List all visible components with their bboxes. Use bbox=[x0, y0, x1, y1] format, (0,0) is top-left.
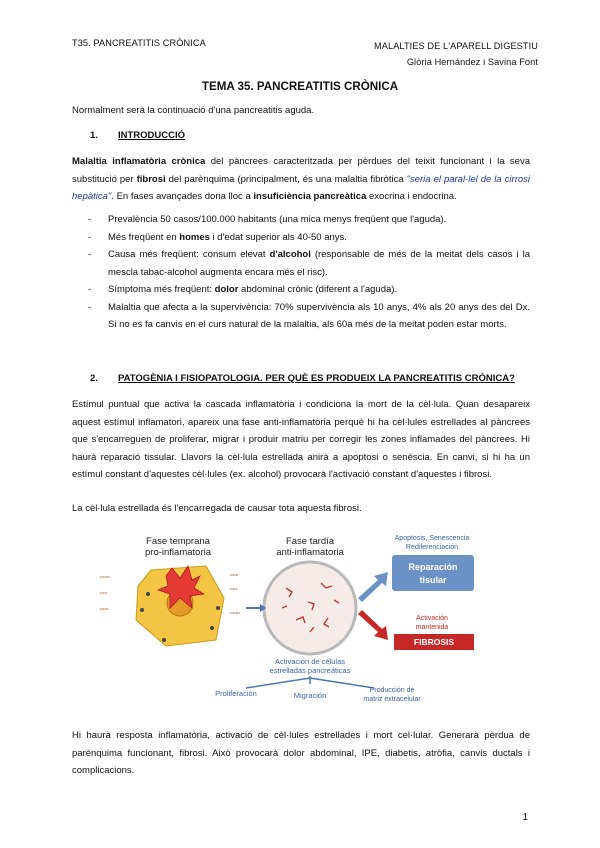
late-phase-subtitle: anti-inflamatoria bbox=[276, 547, 344, 558]
late-phase-title: Fase tardía bbox=[285, 536, 335, 547]
list-item bbox=[88, 229, 530, 247]
header-left: T35. PANCREATITIS CRÒNICA bbox=[72, 38, 206, 48]
activation-label-1: Activación de células bbox=[274, 657, 346, 666]
repair-arrow bbox=[358, 572, 388, 602]
section2-title: PATOGÈNIA I FISIOPATOLOGIA. PER QUÈ ES PRODUEIX LA PANCREATITIS CRÒNICA? bbox=[118, 373, 515, 384]
proliferation-arrow bbox=[246, 678, 310, 688]
cell-label: •••••• bbox=[100, 606, 109, 611]
bold-term: fibrosi bbox=[136, 173, 166, 185]
activation-label-2: estrelladas pancreáticas bbox=[269, 666, 351, 675]
repair-box bbox=[392, 555, 474, 591]
apoptosis-label: Apoptosis, Senescencia bbox=[394, 535, 470, 542]
header-course: MALALTIES DE L'APARELL DIGESTIU bbox=[374, 41, 538, 51]
bold-term: d'alcohol bbox=[269, 249, 311, 260]
bold-term: insuficiència pancreàtica bbox=[253, 191, 367, 202]
text-run: abdominal crònic (diferent a l'aguda). bbox=[238, 284, 398, 295]
bold-term: Malaltia inflamatòria crònica bbox=[72, 156, 206, 167]
pathogenesis-figure bbox=[96, 528, 504, 706]
section2-paragraph-1: Estímul puntual que activa la cascada inflamatòria i condiciona la mort de la cèl·lula. Quan desapareix aquest estímul inflamatori, apareix una fase anti-inflamatòria perquè hi ha cèl·lules estrellades al pàncrees que s'encarreguen de proliferar, migrar i produir matriu per corregir les zones inflamades del pàncrees. Hi haurà reparació tissular. Llavors la cèl·lula estrellada anirà a apoptosi o senèscia. En canvi, si hi ha un estímul constant d'aquestes cèl·lules (ex. alcohol) provocarà l'activació constant d'aquestes i fibrosi. bbox=[72, 399, 530, 480]
section2-paragraph-3: Hi haurà resposta inflamatòria, activació de cèl·lules estrellades i mort cel·lular. Generarà pèrdua de parènquima funcionant, fibrosi. Això provocarà dolor abdominal, IPE, diabetis, atròfia, canvis ductals i complicacions. bbox=[72, 730, 530, 776]
pathogenesis-diagram bbox=[96, 528, 504, 706]
repair-label-2: tisular bbox=[419, 575, 447, 585]
list-item bbox=[88, 299, 530, 334]
text-run: Prevalència 50 casos/100.000 habitants (una mica menys freqüent que l'aguda). bbox=[108, 214, 447, 225]
persistent-activation-label: Activación bbox=[416, 615, 448, 622]
text-run: Malaltia que afecta a la supervivència: 70% supervivència als 10 anys, 4% als 20 anys des del Dx. Si no es fa canvis en el curs natural de la malaltia, als 60a més de la meitat poden estar morts. bbox=[108, 301, 530, 330]
migration-label: Migración bbox=[293, 691, 327, 700]
list-item bbox=[88, 211, 530, 229]
redifferentiation-label: Rediferenciación bbox=[405, 544, 459, 551]
early-phase-subtitle: pro-inflamatoria bbox=[145, 547, 211, 558]
bold-term: dolor bbox=[214, 284, 239, 295]
section2-heading bbox=[90, 373, 515, 384]
cell-label: •••••• bbox=[230, 572, 239, 577]
cell-label: ••••• bbox=[100, 590, 108, 595]
text-run: del parènquima (principalment, és una malaltia fibròtica bbox=[165, 173, 407, 185]
repair-label-1: Reparación bbox=[408, 562, 458, 572]
italic-quote: "seria el paral·lel de la cirrosi hepàtica" bbox=[72, 173, 531, 202]
proliferation-label: Proliferación bbox=[215, 689, 257, 698]
page-title: TEMA 35. PANCREATITIS CRÒNICA bbox=[201, 80, 399, 93]
matrix-label-2: matriz extracelular bbox=[363, 696, 421, 703]
fibrosis-label: FIBROSIS bbox=[413, 637, 455, 647]
header-right bbox=[374, 38, 538, 70]
intro-paragraph: Normalment serà la continuació d'una pancreatitis aguda. bbox=[72, 105, 315, 116]
bold-term: homes bbox=[179, 231, 210, 243]
fibrosis-arrow bbox=[358, 610, 388, 640]
section1-bullet-list bbox=[88, 211, 530, 334]
section1-heading bbox=[90, 130, 185, 141]
microscopy-circle bbox=[264, 562, 356, 654]
text-run: del pàncrees caracteritzada per pèrdues del teixit funcionant i la seva substitució per bbox=[72, 156, 530, 185]
cell-label: ••••••• bbox=[230, 610, 240, 615]
text-run: Causa més freqüent: consum elevat bbox=[108, 249, 270, 260]
persistent-activation-label-2: mantenida bbox=[415, 624, 449, 631]
list-item bbox=[88, 246, 530, 281]
early-phase-cell bbox=[136, 566, 224, 646]
early-phase-title: Fase temprana bbox=[146, 536, 210, 547]
cell-label: ••••• bbox=[230, 586, 238, 591]
matrix-label-1: Producción de bbox=[369, 687, 415, 694]
page-number: 1 bbox=[522, 812, 528, 823]
cell-label: ••••••• bbox=[100, 574, 110, 579]
section1-paragraph bbox=[72, 153, 530, 206]
text-run: exocrina i endocrina. bbox=[366, 191, 457, 202]
section2-paragraph-2: La cèl·lula estrellada és l'encarregada de causar tota aquesta fibrosi. bbox=[72, 503, 362, 514]
text-run: (responsable de més de la meitat dels casos i la mescla tabac-alcohol augmenta encara més el risc). bbox=[108, 249, 530, 278]
matrix-arrow bbox=[310, 678, 374, 688]
header-authors: Glòria Hernández i Savina Font bbox=[406, 57, 538, 67]
text-run: Més freqüent en bbox=[108, 231, 180, 243]
list-item bbox=[88, 281, 530, 299]
section1-number: 1. bbox=[90, 130, 98, 141]
text-run: i d'edat superior als 40-50 anys. bbox=[209, 231, 347, 243]
text-run: Símptoma més freqüent: bbox=[108, 284, 215, 295]
section2-number: 2. bbox=[90, 373, 98, 384]
text-run: . En fases avançades dona lloc a bbox=[111, 191, 254, 202]
section1-title: INTRODUCCIÓ bbox=[118, 130, 186, 141]
